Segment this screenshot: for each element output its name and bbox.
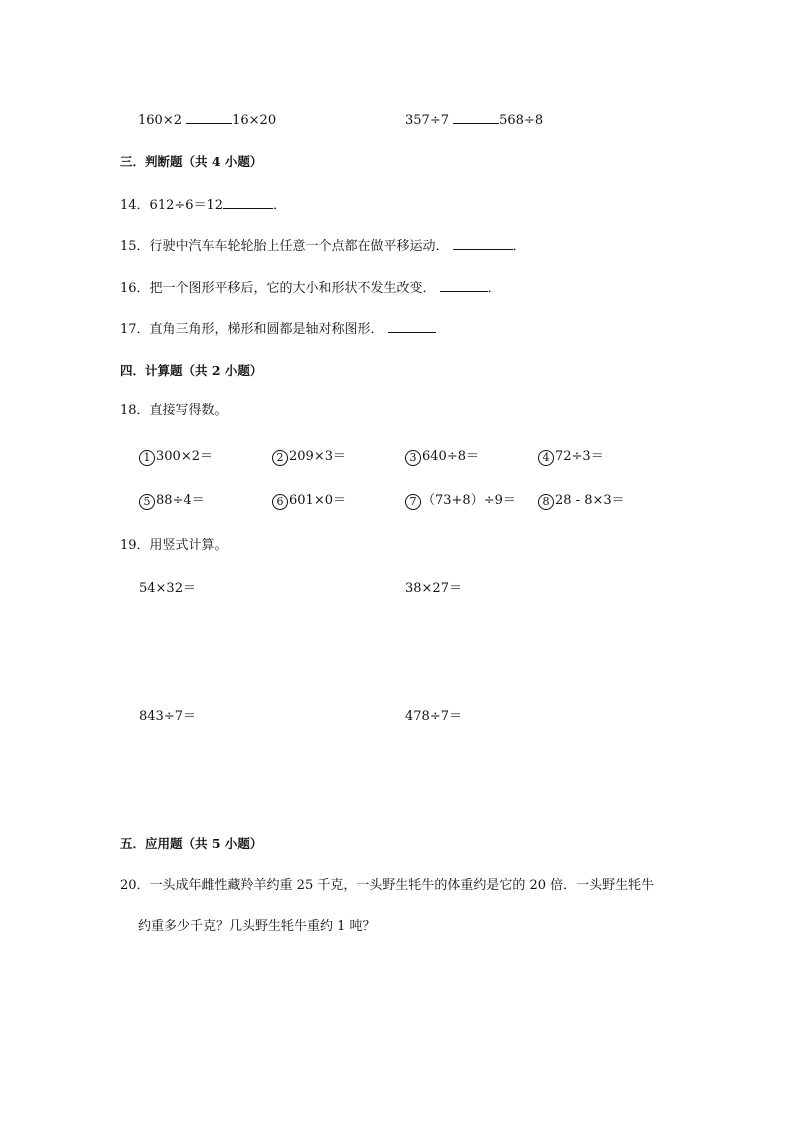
question-number: 17． [120, 322, 150, 337]
circled-number: 6 [272, 494, 288, 510]
circled-number: 7 [405, 494, 421, 510]
circled-number: 4 [538, 450, 554, 466]
compare-right [405, 111, 543, 129]
section-5-heading: 五．应用题（共 5 小题） [120, 836, 263, 851]
calc-item [272, 493, 346, 510]
circled-number: 1 [139, 450, 155, 466]
calc-item [139, 493, 205, 510]
calc-item [538, 493, 625, 510]
question-text: 把一个图形平移后，它的大小和形状不发生改变． [149, 281, 436, 296]
answer-blank[interactable] [388, 320, 436, 333]
vertical-calc-item: 54×32＝ [139, 581, 196, 596]
calc-expression: 72÷3＝ [555, 449, 604, 464]
question-number: 18． [120, 403, 150, 418]
circled-number: 8 [538, 494, 554, 510]
question-number: 14． [120, 198, 150, 213]
question-end: ． [273, 198, 287, 213]
answer-blank[interactable] [453, 237, 513, 250]
section-3-heading: 三．判断题（共 4 小题） [120, 154, 263, 169]
calc-item [139, 449, 213, 466]
question-number: 19． [120, 538, 150, 553]
question-text: 直接写得数。 [149, 403, 228, 418]
question-end: ． [512, 239, 526, 254]
section-4-heading: 四．计算题（共 2 小题） [120, 363, 263, 378]
question-number: 20． [120, 878, 150, 893]
question-text: 行驶中汽车车轮轮胎上任意一个点都在做平移运动． [149, 239, 449, 254]
answer-blank[interactable] [223, 196, 273, 209]
calc-expression: 640÷8＝ [422, 449, 479, 464]
question-text: 用竖式计算。 [149, 538, 228, 553]
compare-left [138, 111, 276, 129]
question-text: 612÷6＝12 [149, 198, 224, 213]
calc-item [272, 449, 346, 466]
question-number: 16． [120, 281, 150, 296]
question-text: 直角三角形，梯形和圆都是轴对称图形． [149, 322, 384, 337]
question-15 [120, 237, 526, 255]
question-14 [120, 196, 286, 214]
calc-expression: 88÷4＝ [156, 493, 205, 508]
calc-expression: 28 - 8×3＝ [555, 493, 625, 508]
question-17 [120, 320, 436, 338]
question-end: ． [487, 281, 501, 296]
question-20 [120, 878, 654, 894]
answer-blank[interactable] [440, 279, 488, 292]
vertical-calc-item: 478÷7＝ [405, 709, 462, 724]
calc-expression: （73+8）÷9＝ [422, 493, 516, 508]
question-20-line2: 约重多少千克？几头野生牦牛重约 1 吨？ [138, 919, 376, 934]
compare-left-b: 16×20 [232, 113, 277, 128]
circled-number: 5 [139, 494, 155, 510]
answer-blank[interactable] [186, 111, 232, 124]
calc-item [405, 493, 516, 510]
compare-right-b: 568÷8 [499, 113, 544, 128]
calc-expression: 300×2＝ [156, 449, 213, 464]
question-19 [120, 538, 228, 554]
compare-right-a: 357÷7 [405, 113, 449, 128]
calc-item [405, 449, 479, 466]
question-number: 15． [120, 239, 150, 254]
question-18 [120, 403, 228, 419]
circled-number: 2 [272, 450, 288, 466]
circled-number: 3 [405, 450, 421, 466]
question-text-line1: 一头成年雌性藏羚羊约重 25 千克，一头野生牦牛的体重约是它的 20 倍．一头野生牦牛 [149, 878, 655, 893]
compare-left-a: 160×2 [138, 113, 182, 128]
answer-blank[interactable] [453, 111, 499, 124]
calc-expression: 601×0＝ [289, 493, 346, 508]
calc-item [538, 449, 604, 466]
vertical-calc-item: 843÷7＝ [139, 709, 196, 724]
question-16 [120, 279, 501, 297]
vertical-calc-item: 38×27＝ [405, 581, 462, 596]
calc-expression: 209×3＝ [289, 449, 346, 464]
